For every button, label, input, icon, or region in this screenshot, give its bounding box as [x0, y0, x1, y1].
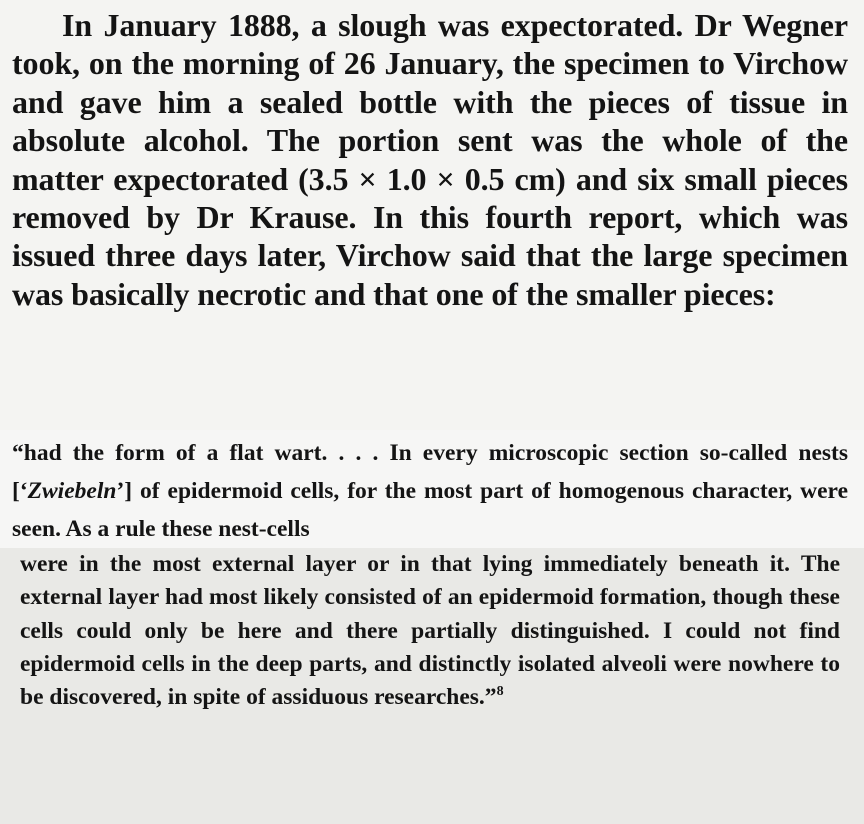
footnote-reference[interactable]: 8 — [496, 684, 504, 700]
quote-text-after-term: ’] of epidermoid cells, for the most part of homogenous character, were seen. As a rule these nest-cells — [12, 478, 848, 542]
body-paragraph: In January 1888, a slough was expectorated. Dr Wegner took, on the morning of 26 January, the specimen to Virchow and gave him a sealed bottle with the pieces of tissue in absolute alcohol. The portion sent was the whole of the matter expectorated (3.5 × 1.0 × 0.5 cm) and six small pieces removed by Dr Krause. In this fourth report, which was issued three days later, Virchow said that the large specimen was basically necrotic and that one of the smaller pieces: — [12, 7, 848, 312]
quote-text-before-term: “had the form of a flat wart. . . . In every microscopic section so-called nests [‘ — [12, 440, 848, 504]
quote-continuation: were in the most external layer or in that lying immediately beneath it. The external layer had most likely consisted of an epidermoid formation, though these cells could only be here and there partially distinguished. I could not find epidermoid cells in the deep parts, and distinctly isolated alveoli were nowhere to be discovered, in spite of assiduous researches.” — [20, 551, 840, 711]
quote-german-term: Zwiebeln — [27, 478, 117, 504]
block-quote-part-1 — [12, 434, 848, 548]
block-quote-part-2 — [20, 548, 840, 714]
